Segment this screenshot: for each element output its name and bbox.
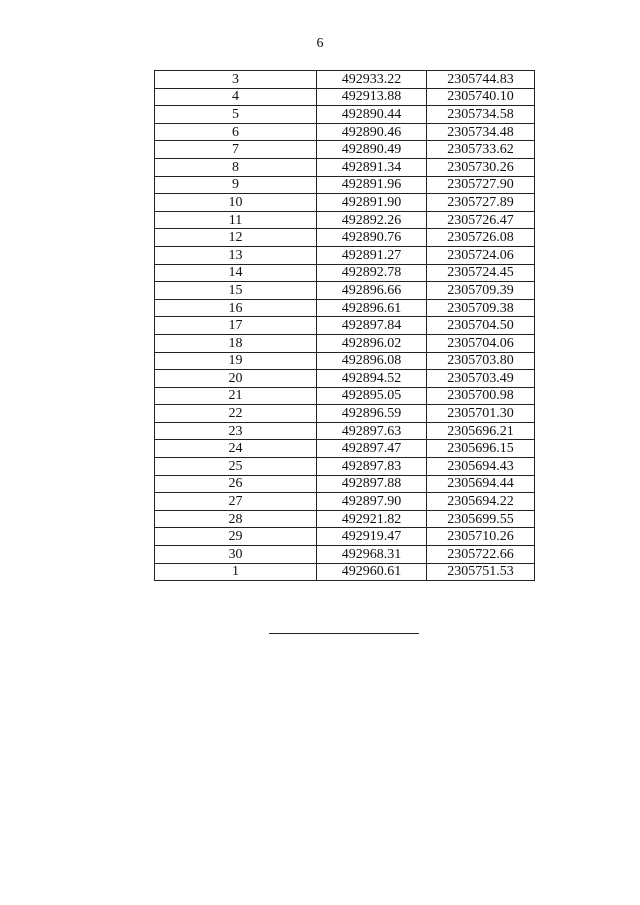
page-number: 6 [316,36,324,51]
y-coordinate-cell: 2305733.62 [427,141,535,159]
x-coordinate-cell: 492896.66 [317,282,427,300]
x-coordinate-cell: 492895.05 [317,387,427,405]
point-number-cell: 30 [155,546,317,564]
table-row [155,71,535,89]
table-row [155,246,535,264]
x-coordinate-cell: 492897.88 [317,475,427,493]
y-coordinate-cell: 2305740.10 [427,88,535,106]
x-coordinate-cell: 492896.08 [317,352,427,370]
point-number-cell: 27 [155,493,317,511]
table-row [155,211,535,229]
point-number-cell: 1 [155,563,317,581]
table-row [155,158,535,176]
y-coordinate-cell: 2305726.08 [427,229,535,247]
table-row [155,422,535,440]
x-coordinate-cell: 492897.63 [317,422,427,440]
point-number-cell: 9 [155,176,317,194]
point-number-cell: 19 [155,352,317,370]
point-number-cell: 3 [155,71,317,89]
end-of-document-rule [269,633,419,634]
y-coordinate-cell: 2305744.83 [427,71,535,89]
x-coordinate-cell: 492933.22 [317,71,427,89]
x-coordinate-cell: 492897.90 [317,493,427,511]
y-coordinate-cell: 2305730.26 [427,158,535,176]
point-number-cell: 8 [155,158,317,176]
x-coordinate-cell: 492968.31 [317,546,427,564]
point-number-cell: 20 [155,370,317,388]
table-row [155,510,535,528]
point-number-cell: 23 [155,422,317,440]
point-number-cell: 14 [155,264,317,282]
y-coordinate-cell: 2305704.50 [427,317,535,335]
y-coordinate-cell: 2305709.38 [427,299,535,317]
x-coordinate-cell: 492891.34 [317,158,427,176]
y-coordinate-cell: 2305709.39 [427,282,535,300]
table-row [155,387,535,405]
x-coordinate-cell: 492890.44 [317,106,427,124]
table-row [155,405,535,423]
x-coordinate-cell: 492894.52 [317,370,427,388]
table-row [155,229,535,247]
y-coordinate-cell: 2305703.49 [427,370,535,388]
y-coordinate-cell: 2305703.80 [427,352,535,370]
x-coordinate-cell: 492919.47 [317,528,427,546]
x-coordinate-cell: 492960.61 [317,563,427,581]
table-row [155,475,535,493]
x-coordinate-cell: 492896.02 [317,334,427,352]
table-row [155,352,535,370]
point-number-cell: 22 [155,405,317,423]
x-coordinate-cell: 492891.27 [317,246,427,264]
point-number-cell: 29 [155,528,317,546]
point-number-cell: 11 [155,211,317,229]
x-coordinate-cell: 492890.46 [317,123,427,141]
point-number-cell: 26 [155,475,317,493]
y-coordinate-cell: 2305696.15 [427,440,535,458]
x-coordinate-cell: 492891.90 [317,194,427,212]
y-coordinate-cell: 2305701.30 [427,405,535,423]
table-row [155,440,535,458]
table-row [155,370,535,388]
coordinates-table [154,70,535,581]
y-coordinate-cell: 2305751.53 [427,563,535,581]
y-coordinate-cell: 2305726.47 [427,211,535,229]
coordinates-table-body [155,71,535,581]
y-coordinate-cell: 2305734.48 [427,123,535,141]
table-row [155,106,535,124]
point-number-cell: 6 [155,123,317,141]
table-row [155,282,535,300]
point-number-cell: 18 [155,334,317,352]
x-coordinate-cell: 492897.83 [317,458,427,476]
point-number-cell: 7 [155,141,317,159]
y-coordinate-cell: 2305696.21 [427,422,535,440]
table-row [155,458,535,476]
point-number-cell: 5 [155,106,317,124]
table-row [155,317,535,335]
x-coordinate-cell: 492897.47 [317,440,427,458]
table-row [155,528,535,546]
table-row [155,334,535,352]
point-number-cell: 28 [155,510,317,528]
y-coordinate-cell: 2305724.06 [427,246,535,264]
table-row [155,123,535,141]
table-row [155,141,535,159]
x-coordinate-cell: 492892.26 [317,211,427,229]
table-row [155,563,535,581]
table-row [155,176,535,194]
point-number-cell: 12 [155,229,317,247]
x-coordinate-cell: 492896.61 [317,299,427,317]
point-number-cell: 15 [155,282,317,300]
y-coordinate-cell: 2305722.66 [427,546,535,564]
table-row [155,299,535,317]
table-row [155,88,535,106]
point-number-cell: 25 [155,458,317,476]
point-number-cell: 24 [155,440,317,458]
point-number-cell: 16 [155,299,317,317]
x-coordinate-cell: 492896.59 [317,405,427,423]
point-number-cell: 10 [155,194,317,212]
x-coordinate-cell: 492890.49 [317,141,427,159]
y-coordinate-cell: 2305694.22 [427,493,535,511]
table-row [155,194,535,212]
y-coordinate-cell: 2305727.89 [427,194,535,212]
y-coordinate-cell: 2305734.58 [427,106,535,124]
point-number-cell: 17 [155,317,317,335]
y-coordinate-cell: 2305724.45 [427,264,535,282]
x-coordinate-cell: 492892.78 [317,264,427,282]
x-coordinate-cell: 492921.82 [317,510,427,528]
y-coordinate-cell: 2305727.90 [427,176,535,194]
y-coordinate-cell: 2305710.26 [427,528,535,546]
table-row [155,546,535,564]
x-coordinate-cell: 492890.76 [317,229,427,247]
point-number-cell: 13 [155,246,317,264]
table-row [155,493,535,511]
y-coordinate-cell: 2305700.98 [427,387,535,405]
y-coordinate-cell: 2305694.44 [427,475,535,493]
x-coordinate-cell: 492891.96 [317,176,427,194]
x-coordinate-cell: 492913.88 [317,88,427,106]
x-coordinate-cell: 492897.84 [317,317,427,335]
y-coordinate-cell: 2305699.55 [427,510,535,528]
point-number-cell: 21 [155,387,317,405]
y-coordinate-cell: 2305694.43 [427,458,535,476]
point-number-cell: 4 [155,88,317,106]
table-row [155,264,535,282]
y-coordinate-cell: 2305704.06 [427,334,535,352]
